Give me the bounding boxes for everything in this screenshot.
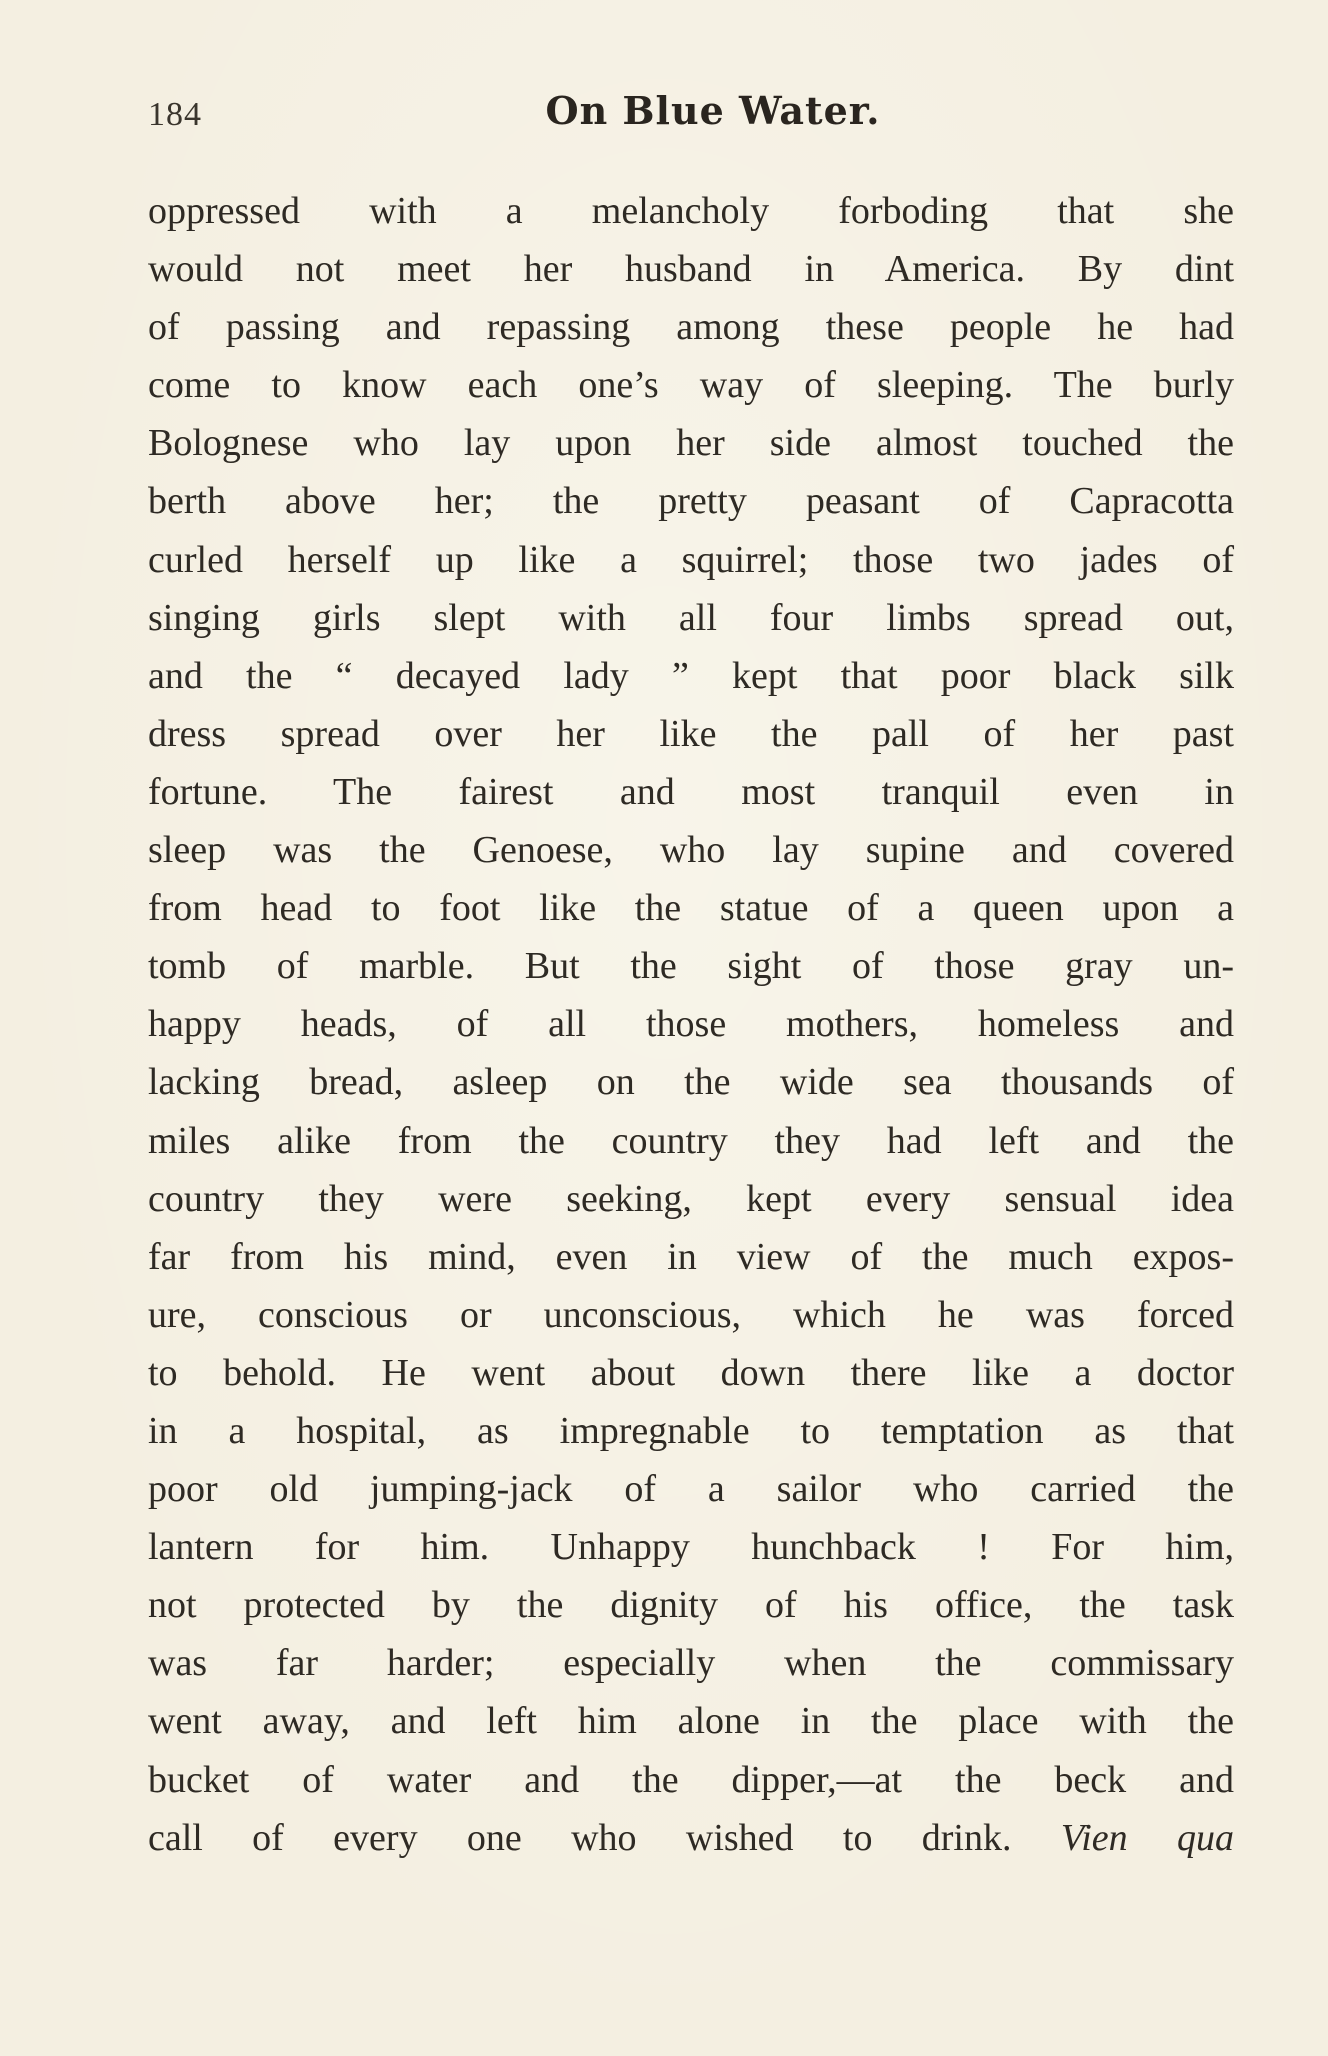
- text-line: and the “ decayed lady ” kept that poor black silk: [148, 654, 1234, 697]
- text-line: would not meet her husband in America. By dint: [148, 248, 1234, 291]
- text-line: tomb of marble. But the sight of those gray un-: [148, 945, 1234, 988]
- text-line: ure, conscious or unconscious, which he was forced: [148, 1293, 1234, 1336]
- text-line: come to know each one’s way of sleeping. The burly: [148, 364, 1234, 407]
- text-line: Bolognese who lay upon her side almost touched the: [148, 422, 1234, 465]
- text-line: fortune. The fairest and most tranquil even in: [148, 770, 1234, 813]
- body-text: [148, 182, 1234, 1867]
- text-line: singing girls slept with all four limbs spread out,: [148, 596, 1234, 639]
- text-line-last: [148, 1809, 1234, 1867]
- text-line: was far harder; especially when the commissary: [148, 1642, 1234, 1685]
- text-line: lantern for him. Unhappy hunchback ! For him,: [148, 1526, 1234, 1569]
- text-line: miles alike from the country they had left and the: [148, 1119, 1234, 1162]
- text-line: bucket of water and the dipper,—at the beck and: [148, 1758, 1234, 1801]
- text-line: country they were seeking, kept every sensual idea: [148, 1177, 1234, 1220]
- text-line: happy heads, of all those mothers, homeless and: [148, 1003, 1234, 1046]
- text-line: lacking bread, asleep on the wide sea thousands of: [148, 1061, 1234, 1104]
- page-number: 184: [148, 96, 202, 133]
- text-line: dress spread over her like the pall of her past: [148, 712, 1234, 755]
- text-line: poor old jumping-jack of a sailor who carried the: [148, 1468, 1234, 1511]
- text-line: went away, and left him alone in the place with the: [148, 1700, 1234, 1743]
- text-line: far from his mind, even in view of the much expos-: [148, 1235, 1234, 1278]
- running-title: On Blue Water.: [545, 88, 881, 133]
- last-line-roman: call of every one who wished to drink.: [148, 1816, 1012, 1859]
- text-line: curled herself up like a squirrel; those two jades of: [148, 538, 1234, 581]
- last-line-italic: Vien qua: [1060, 1816, 1234, 1859]
- text-line: of passing and repassing among these people he had: [148, 306, 1234, 349]
- text-line: sleep was the Genoese, who lay supine and covered: [148, 829, 1234, 872]
- text-line: from head to foot like the statue of a queen upon a: [148, 887, 1234, 930]
- running-head: [148, 88, 1238, 148]
- text-line: berth above her; the pretty peasant of Capracotta: [148, 480, 1234, 523]
- text-line: not protected by the dignity of his office, the task: [148, 1584, 1234, 1627]
- text-line: oppressed with a melancholy forboding that she: [148, 190, 1234, 232]
- text-line: in a hospital, as impregnable to temptation as that: [148, 1409, 1234, 1452]
- text-line: to behold. He went about down there like a doctor: [148, 1351, 1234, 1394]
